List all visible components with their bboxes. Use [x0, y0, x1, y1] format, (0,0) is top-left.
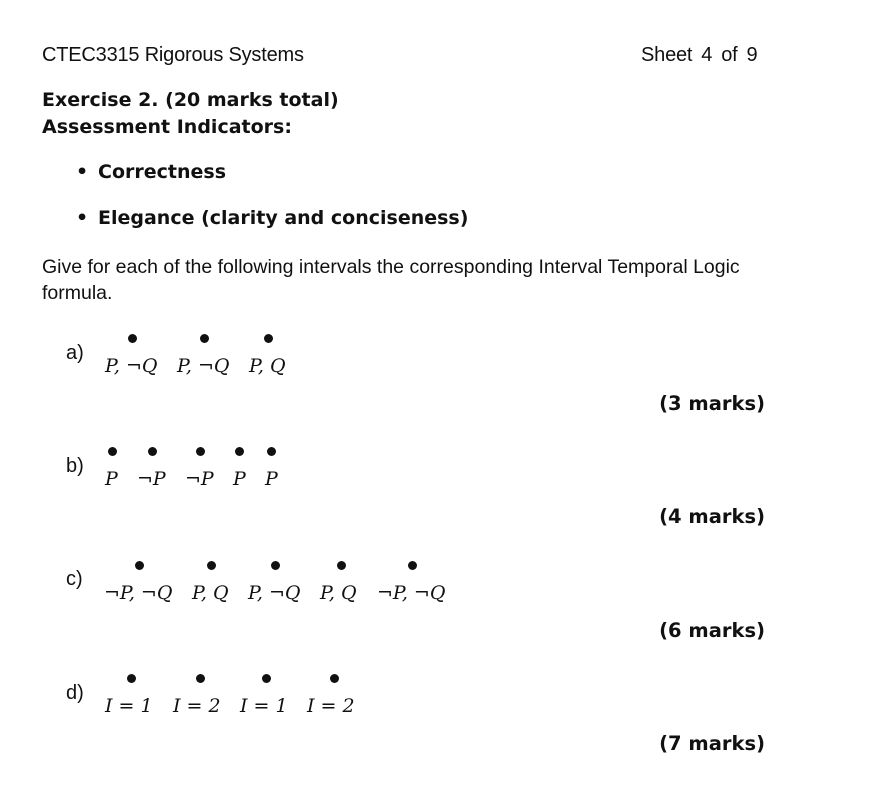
interval-state: P, ¬Q [177, 355, 230, 377]
state-marker-dot [148, 447, 157, 456]
course-title: CTEC3315 Rigorous Systems [42, 44, 304, 66]
state-marker-dot [330, 674, 339, 683]
interval-state: ¬P [185, 468, 214, 490]
interval-state: P, Q [249, 355, 286, 377]
interval-state: I = 1 [105, 695, 153, 717]
interval-state: ¬P, ¬Q [377, 582, 446, 604]
instructions: Give for each of the following intervals the corresponding Interval Temporal Logic formula. [42, 256, 740, 304]
interval-state: P [105, 468, 118, 490]
state-marker-dot [108, 447, 117, 456]
state-marker-dot [262, 674, 271, 683]
state-marker-dot [135, 561, 144, 570]
sheet-number: 4 [701, 44, 713, 66]
marks-label: (7 marks) [659, 732, 765, 755]
exercise-title: Exercise 2. (20 marks total) [42, 89, 339, 111]
interval-state: ¬P, ¬Q [104, 582, 173, 604]
of-word: of [721, 44, 738, 66]
marks-label: (3 marks) [659, 392, 765, 415]
interval-state: I = 2 [173, 695, 221, 717]
state-marker-dot [196, 447, 205, 456]
state-marker-dot [267, 447, 276, 456]
question-label: d) [66, 682, 84, 704]
marks-label: (4 marks) [659, 505, 765, 528]
interval-state: P, Q [192, 582, 229, 604]
interval-state: ¬P [137, 468, 166, 490]
state-marker-dot [264, 334, 273, 343]
state-marker-dot [196, 674, 205, 683]
indicator-item [76, 207, 468, 229]
sheet-word: Sheet [641, 44, 693, 66]
interval-state: I = 1 [240, 695, 288, 717]
sheet-indicator [641, 44, 757, 67]
state-marker-dot [408, 561, 417, 570]
bullet-icon: • [76, 161, 89, 183]
marks-label: (6 marks) [659, 619, 765, 642]
indicators-heading: Assessment Indicators: [42, 116, 292, 138]
interval-state: P [233, 468, 246, 490]
indicator-text: Elegance (clarity and conciseness) [98, 207, 469, 229]
interval-state: P [265, 468, 278, 490]
state-marker-dot [200, 334, 209, 343]
interval-state: I = 2 [307, 695, 355, 717]
state-marker-dot [128, 334, 137, 343]
interval-state: P, ¬Q [248, 582, 301, 604]
sheet-total: 9 [746, 44, 758, 66]
state-marker-dot [271, 561, 280, 570]
state-marker-dot [337, 561, 346, 570]
indicator-text: Correctness [98, 161, 226, 183]
indicator-item [76, 161, 226, 183]
state-marker-dot [235, 447, 244, 456]
state-marker-dot [207, 561, 216, 570]
interval-state: P, Q [320, 582, 357, 604]
question-label: b) [66, 455, 84, 477]
interval-state: P, ¬Q [105, 355, 158, 377]
bullet-icon: • [76, 207, 89, 229]
state-marker-dot [127, 674, 136, 683]
question-label: c) [66, 568, 83, 590]
question-label: a) [66, 342, 84, 364]
